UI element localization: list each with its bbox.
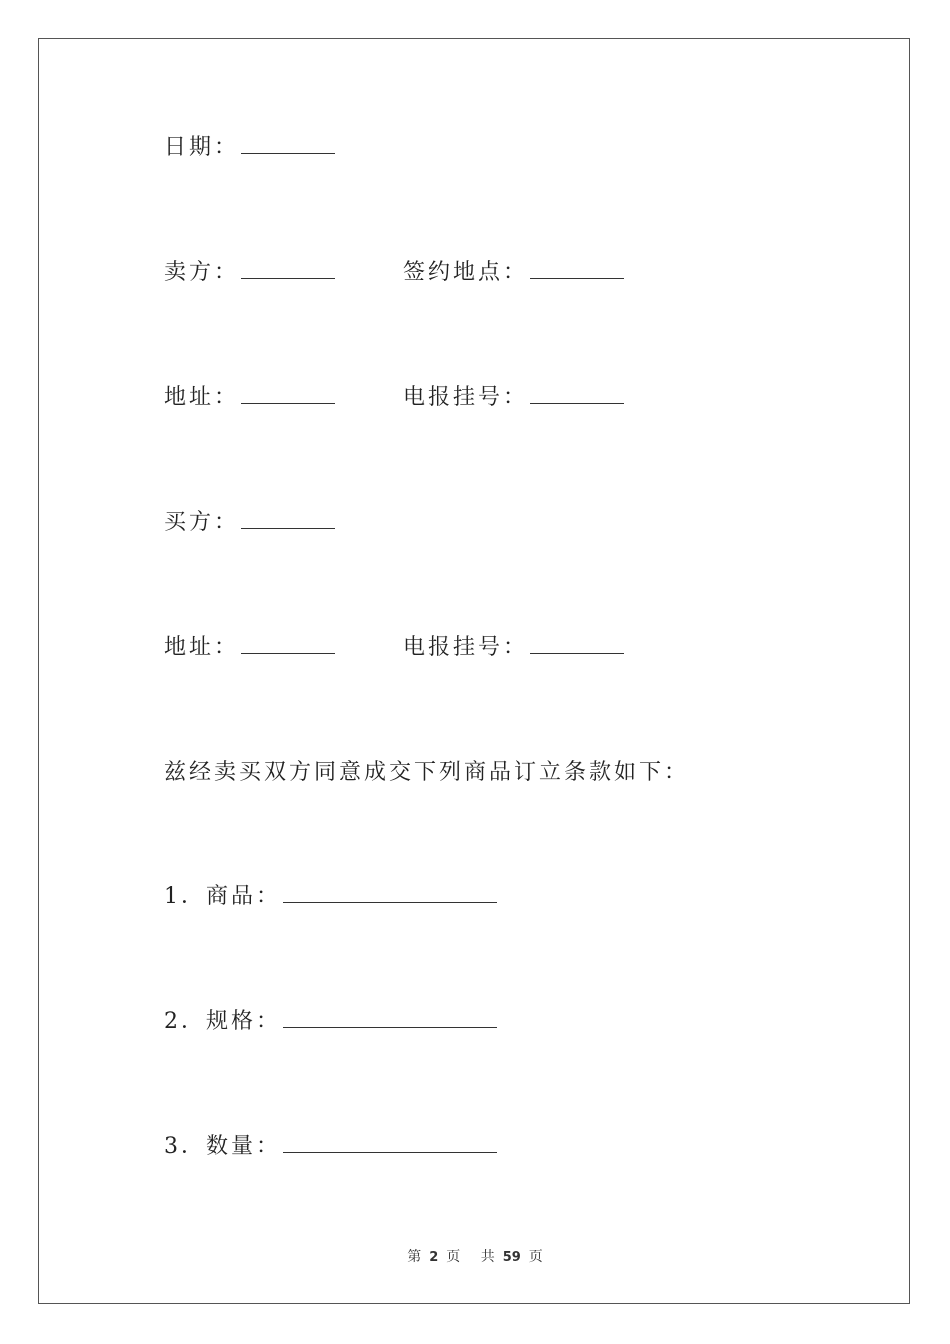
buyer-address-line (164, 633, 335, 663)
sign-place-blank[interactable] (530, 277, 624, 279)
item-2-line (164, 1007, 497, 1037)
buyer-blank[interactable] (241, 527, 335, 529)
item-3-blank[interactable] (283, 1151, 497, 1153)
sign-place-line (403, 258, 624, 288)
seller-telegram-label: 电报挂号： (403, 385, 529, 410)
seller-address-blank[interactable] (241, 402, 335, 404)
item-2-blank[interactable] (283, 1026, 497, 1028)
buyer-telegram-label: 电报挂号： (403, 635, 529, 660)
buyer-telegram-blank[interactable] (530, 652, 624, 654)
seller-label: 卖方： (164, 260, 240, 285)
date-line (164, 133, 335, 163)
seller-address-label: 地址： (164, 385, 240, 410)
date-blank[interactable] (241, 152, 335, 154)
item-2-label: 2．规格： (164, 1009, 281, 1034)
item-3-line (164, 1132, 497, 1162)
buyer-line (164, 508, 335, 538)
sign-place-label: 签约地点： (403, 260, 529, 285)
seller-line (164, 258, 335, 288)
seller-telegram-line (403, 383, 624, 413)
date-label: 日期： (164, 135, 240, 160)
total-prefix: 共 (480, 1249, 495, 1265)
item-3-label: 3．数量： (164, 1134, 281, 1159)
page-suffix: 页 (446, 1249, 461, 1265)
buyer-telegram-line (403, 633, 624, 663)
item-1-label: 1．商品： (164, 884, 281, 909)
seller-address-line (164, 383, 335, 413)
buyer-address-blank[interactable] (241, 652, 335, 654)
page-border (38, 38, 910, 1304)
page-prefix: 第 (407, 1249, 422, 1265)
seller-telegram-blank[interactable] (530, 402, 624, 404)
intro-paragraph: 兹经卖买双方同意成交下列商品订立条款如下： (164, 760, 690, 785)
page-indicator (403, 1249, 464, 1265)
total-indicator (477, 1249, 547, 1265)
item-1-line (164, 882, 497, 912)
item-1-blank[interactable] (283, 901, 497, 903)
total-number: 59 (502, 1250, 521, 1265)
buyer-label: 买方： (164, 510, 240, 535)
seller-blank[interactable] (241, 277, 335, 279)
page-number: 2 (429, 1250, 439, 1265)
total-suffix: 页 (528, 1249, 543, 1265)
buyer-address-label: 地址： (164, 635, 240, 660)
page-footer (0, 1246, 950, 1266)
